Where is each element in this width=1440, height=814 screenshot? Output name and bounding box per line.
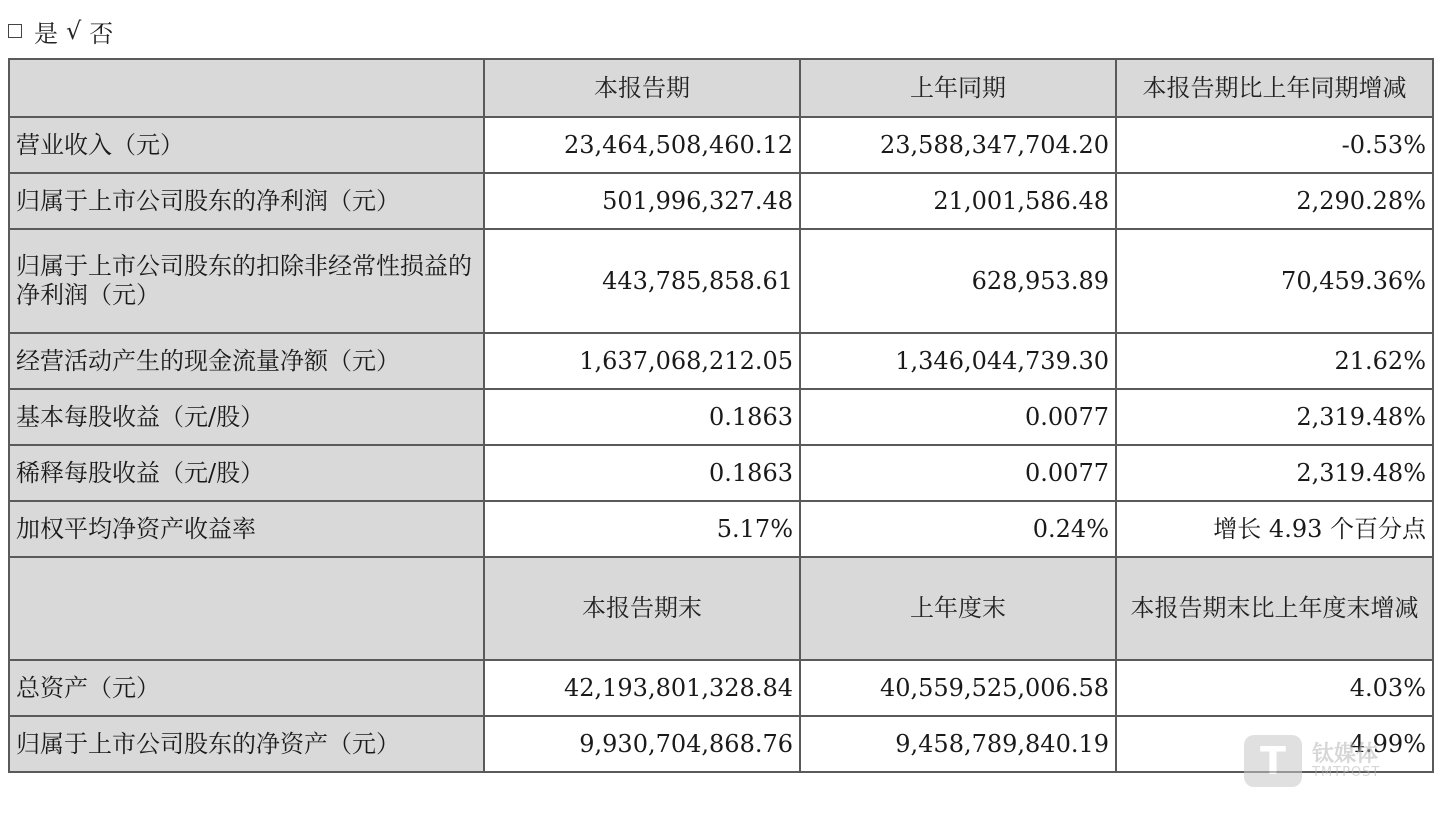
change-value: 2,319.48%	[1116, 389, 1433, 445]
prior-period-value: 23,588,347,704.20	[800, 117, 1116, 173]
yes-no-indicator	[8, 14, 113, 48]
table-row	[9, 501, 1433, 557]
row-label: 总资产（元）	[9, 660, 484, 716]
table-row	[9, 445, 1433, 501]
header-cell: 上年度末	[800, 557, 1116, 660]
current-period-value: 443,785,858.61	[484, 229, 800, 333]
header-cell: 本报告期末	[484, 557, 800, 660]
table-row	[9, 333, 1433, 389]
current-period-value: 23,464,508,460.12	[484, 117, 800, 173]
unchecked-box-icon	[8, 24, 22, 38]
no-label: 否	[89, 19, 114, 48]
financial-data-table	[8, 58, 1434, 773]
table-row	[9, 229, 1433, 333]
prior-period-value: 0.0077	[800, 389, 1116, 445]
current-period-value: 0.1863	[484, 389, 800, 445]
prior-period-value: 628,953.89	[800, 229, 1116, 333]
header-cell: 本报告期比上年同期增减	[1116, 59, 1433, 117]
current-period-end-value: 9,930,704,868.76	[484, 716, 800, 772]
current-period-value: 1,637,068,212.05	[484, 333, 800, 389]
prior-period-value: 21,001,586.48	[800, 173, 1116, 229]
current-period-end-value: 42,193,801,328.84	[484, 660, 800, 716]
table-header-row	[9, 59, 1433, 117]
table-row	[9, 660, 1433, 716]
change-value: 70,459.36%	[1116, 229, 1433, 333]
table-row	[9, 117, 1433, 173]
header-cell	[9, 59, 484, 117]
prior-period-value: 1,346,044,739.30	[800, 333, 1116, 389]
row-label: 基本每股收益（元/股）	[9, 389, 484, 445]
row-label: 归属于上市公司股东的净资产（元）	[9, 716, 484, 772]
prior-year-end-value: 9,458,789,840.19	[800, 716, 1116, 772]
yes-label: 是	[34, 19, 58, 48]
row-label: 归属于上市公司股东的净利润（元）	[9, 173, 484, 229]
prior-year-end-value: 40,559,525,006.58	[800, 660, 1116, 716]
change-value: -0.53%	[1116, 117, 1433, 173]
table-row	[9, 173, 1433, 229]
header-cell: 上年同期	[800, 59, 1116, 117]
row-label: 营业收入（元）	[9, 117, 484, 173]
header-cell	[9, 557, 484, 660]
change-value: 4.03%	[1116, 660, 1433, 716]
change-value: 增长 4.93 个百分点	[1116, 501, 1433, 557]
row-label: 稀释每股收益（元/股）	[9, 445, 484, 501]
change-value: 21.62%	[1116, 333, 1433, 389]
row-label: 加权平均净资产收益率	[9, 501, 484, 557]
header-cell: 本报告期	[484, 59, 800, 117]
table-row	[9, 389, 1433, 445]
table-header-row	[9, 557, 1433, 660]
prior-period-value: 0.0077	[800, 445, 1116, 501]
current-period-value: 5.17%	[484, 501, 800, 557]
check-mark-icon: √	[66, 17, 82, 45]
change-value: 2,319.48%	[1116, 445, 1433, 501]
watermark-name-cn: 钛媒体	[1312, 741, 1379, 767]
watermark-name-en: TMTPOST	[1312, 764, 1381, 780]
current-period-value: 0.1863	[484, 445, 800, 501]
row-label: 经营活动产生的现金流量净额（元）	[9, 333, 484, 389]
current-period-value: 501,996,327.48	[484, 173, 800, 229]
row-label: 归属于上市公司股东的扣除非经常性损益的净利润（元）	[9, 229, 484, 333]
table-row	[9, 716, 1433, 772]
change-value: 4.99%	[1116, 716, 1433, 772]
change-value: 2,290.28%	[1116, 173, 1433, 229]
header-cell: 本报告期末比上年度末增减	[1116, 557, 1433, 660]
prior-period-value: 0.24%	[800, 501, 1116, 557]
tmtpost-logo-icon: T	[1244, 735, 1302, 787]
